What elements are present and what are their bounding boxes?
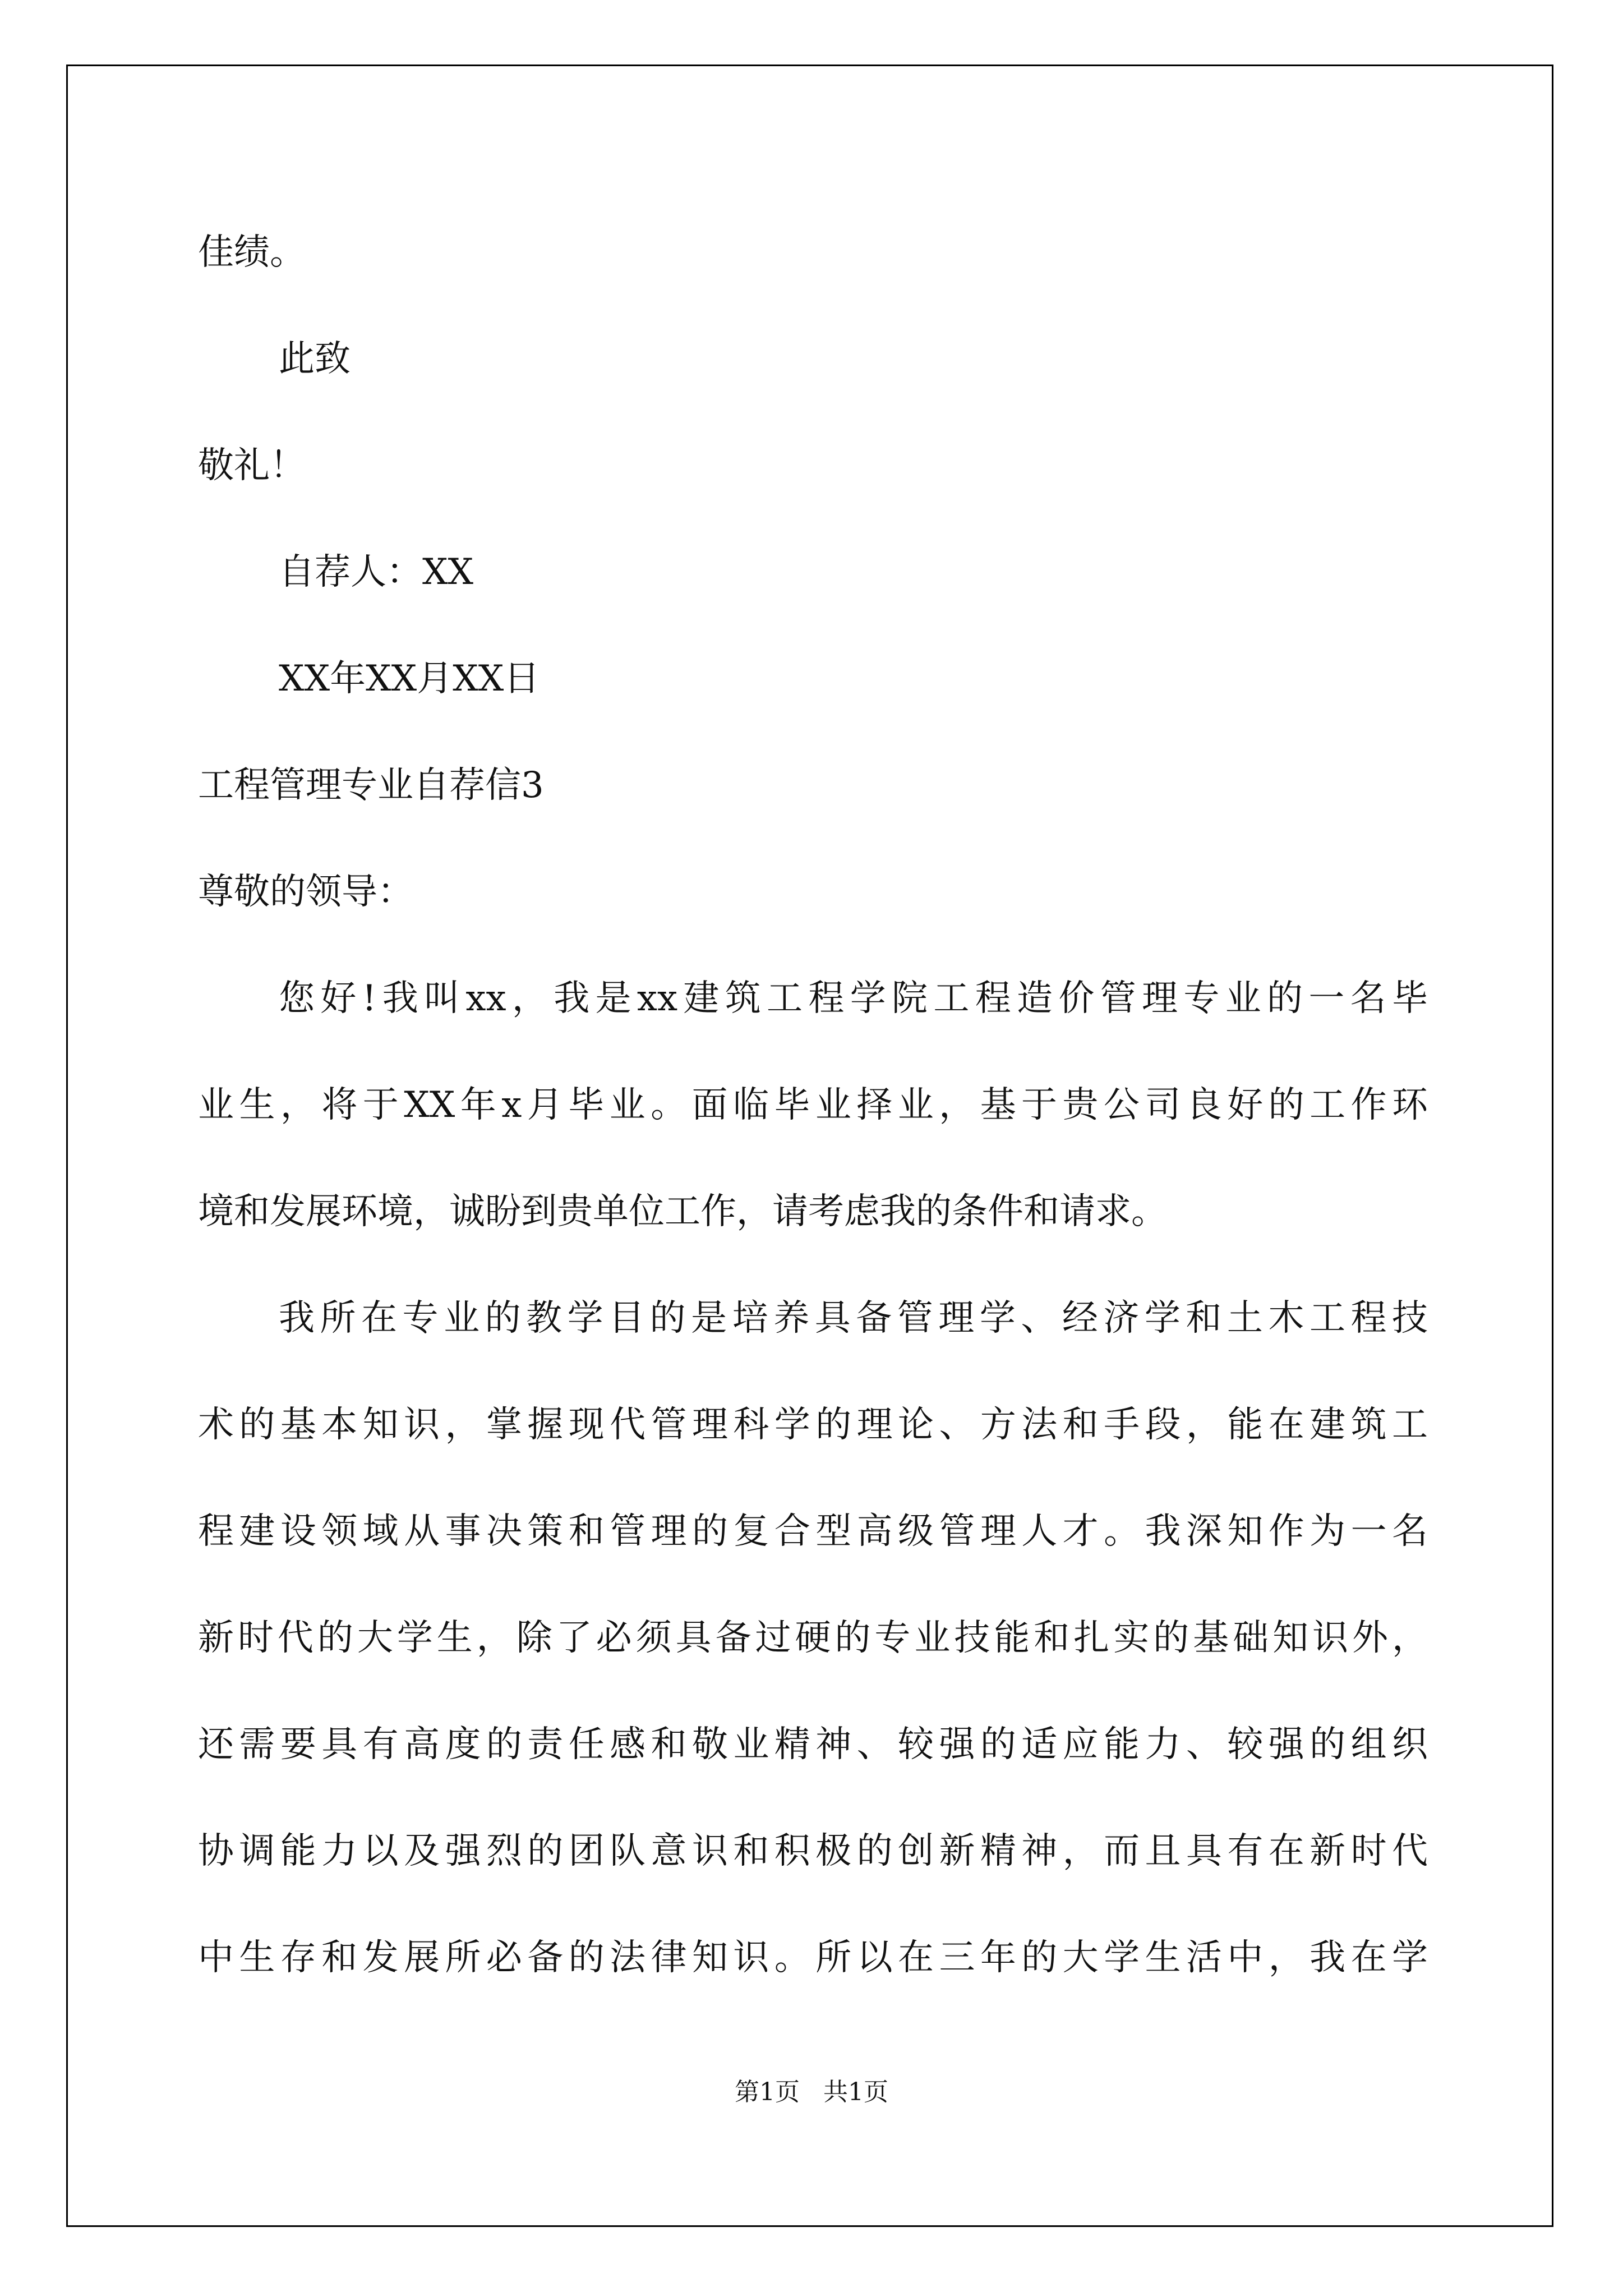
text-line: 自荐人：XX <box>279 551 474 593</box>
text-line: 中生存和发展所必备的法律知识。所以在三年的大学生活中，我在学 <box>198 1937 1428 1978</box>
text-line: 术的基本知识，掌握现代管理科学的理论、方法和手段，能在建筑工 <box>198 1404 1428 1446</box>
text-line: 您好!我叫xx，我是xx建筑工程学院工程造价管理专业的一名毕 <box>279 978 1428 1019</box>
text-line: 佳绩。 <box>198 232 306 273</box>
text-line: 敬礼！ <box>198 445 306 486</box>
text-line: 业生，将于XX年x月毕业。面临毕业择业，基于贵公司良好的工作环 <box>198 1084 1428 1126</box>
text-line: 此致 <box>279 338 351 380</box>
page-border <box>66 65 1553 2227</box>
text-line: 还需要具有高度的责任感和敬业精神、较强的适应能力、较强的组织 <box>198 1724 1428 1765</box>
page-number: 第1页 共1页 <box>735 2078 888 2106</box>
text-line: XX年XX月XX日 <box>279 658 540 700</box>
text-line: 协调能力以及强烈的团队意识和积极的创新精神，而且具有在新时代 <box>198 1830 1428 1872</box>
salutation: 尊敬的领导： <box>198 871 413 913</box>
section-heading: 工程管理专业自荐信3 <box>198 765 544 806</box>
text-line: 境和发展环境，诚盼到贵单位工作，请考虑我的条件和请求。 <box>198 1191 1167 1232</box>
text-line: 我所在专业的教学目的是培养具备管理学、经济学和土木工程技 <box>279 1297 1428 1339</box>
text-line: 新时代的大学生，除了必须具备过硬的专业技能和扎实的基础知识外， <box>198 1617 1428 1659</box>
text-line: 程建设领域从事决策和管理的复合型高级管理人才。我深知作为一名 <box>198 1511 1428 1552</box>
